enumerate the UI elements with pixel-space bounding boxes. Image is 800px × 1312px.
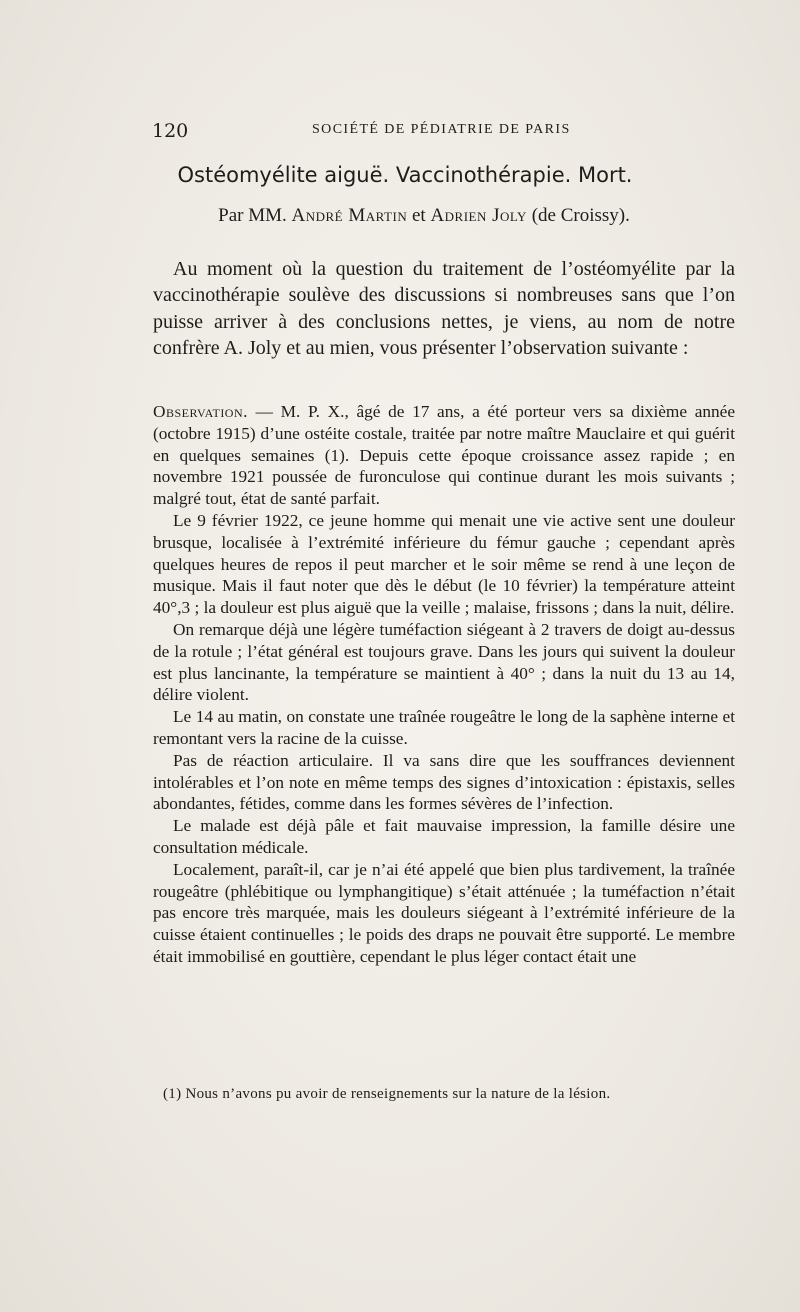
intro-text: Au moment où la question du traitement de l’ostéomyélite par la vaccinothérapie soulève des discussions si nombreuses sans que l’on puisse arriver à des conclusions nettes, je viens, au nom de notre confrère A. Joly et au mien, vous présenter l’observation suivante : [153,258,735,360]
journal-title: SOCIÉTÉ DE PÉDIATRIE DE PARIS [312,122,571,137]
footnote: (1) Nous n’avons pu avoir de renseignements sur la nature de la lésion. [163,1086,611,1102]
observation-paragraph [153,401,735,510]
intro-paragraph [153,256,735,362]
page-number: 120 [152,120,189,142]
author-name: André Martin [291,205,408,226]
article-title: Ostéomyélite aiguë. Vaccinothérapie. Mort. [177,163,633,187]
paragraph: Le 9 février 1922, ce jeune homme qui menait une vie active sent une douleur brusque, localisée à l’extrémité inférieure du fémur gauche ; cependant après quelques heures de repos il peut marcher et le soir même se rend à une leçon de musique. Mais il faut noter que dès le début (le 10 février) la température atteint 40°,3 ; la douleur est plus aiguë que la veille ; malaise, frissons ; dans la nuit, délire. [153,510,735,618]
authors-prefix: Par MM. [218,205,287,226]
paragraph: Pas de réaction articulaire. Il va sans dire que les souffrances deviennent intolérables et l’on note en même temps des signes d’intoxication : épistaxis, selles abondantes, fétides, comme dans les formes sévères de l’infection. [153,750,735,814]
observation-text: — M. P. X., âgé de 17 ans, a été porteur vers sa dixième année (octobre 1915) d’une ostéite costale, traitée par notre maître Mauclaire et qui guérit en quelques semaines (1). Depuis cette époque croissance assez rapide ; en novembre 1921 poussée de furonculose qui continue durant les mois suivants ; malgré tout, état de santé parfait. [153,402,735,509]
paragraph: On remarque déjà une légère tuméfaction siégeant à 2 travers de doigt au-dessus de la rotule ; l’état général est toujours grave. Dans les jours qui suivent la douleur est plus lancinante, la température se maintient à 40° ; dans la nuit du 13 au 14, délire violent. [153,619,735,705]
paragraph: Localement, paraît-il, car je n’ai été appelé que bien plus tardivement, la traînée rougeâtre (phlébitique ou lymphangitique) s’était atténuée ; la tuméfaction n’était pas encore très marquée, mais les douleurs siégeant à l’extrémité inférieure de la cuisse étaient continuelles ; le poids des draps ne pouvait être supporté. Le membre était immobilisé en gouttière, cependant le plus léger contact était une [153,859,735,966]
paragraph: Le 14 au matin, on constate une traînée rougeâtre le long de la saphène interne et remontant vers la racine de la cuisse. [153,707,735,748]
running-head [152,120,735,142]
observation-body [153,401,735,968]
author-name: Adrien Joly [430,205,527,226]
authors-line [0,205,800,227]
authors-conjunction: et [411,205,426,226]
authors-affiliation: (de Croissy). [531,205,630,226]
observation-label: Observation. [153,402,248,421]
paragraph: Le malade est déjà pâle et fait mauvaise impression, la famille désire une consultation médicale. [153,816,735,857]
